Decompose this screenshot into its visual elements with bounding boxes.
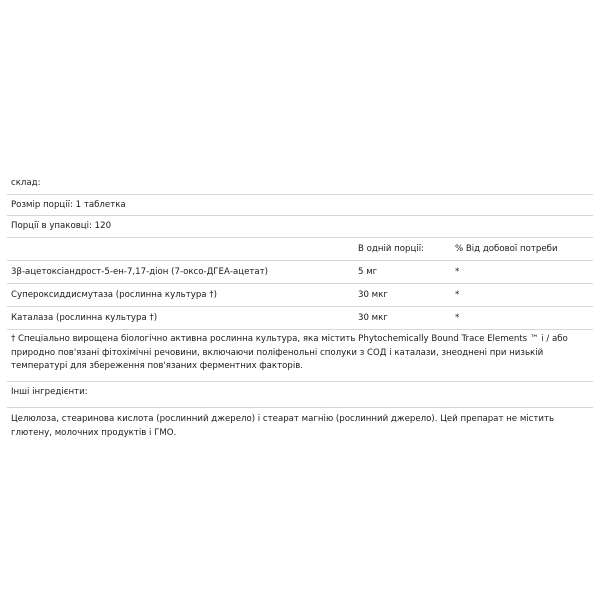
ingredient-row xyxy=(7,306,593,329)
footnote-text: † Спеціально вирощена біологічно активна рослинна культура, яка містить Phytochemically Bound Trace Elements ™ і / або природно пов'язані фітохімічні речовини, включаючи поліфенольні сполуки з СОД і каталази, знеоднені при низькій температурі для збереження пов'язаних ферментних факторів. xyxy=(11,334,568,371)
label-row xyxy=(7,172,593,194)
ingredient-name: 3β-ацетоксіандрост-5-ен-7,17-діон (7-оксо-ДГЕА-ацетат) xyxy=(11,266,268,277)
ingredient-name: Супероксиддисмутаза (рослинна культура †) xyxy=(11,289,217,300)
daily-value-column-header: % Від добової потреби xyxy=(455,243,558,254)
other-ingredients-heading-row xyxy=(7,381,593,407)
serving-size-row xyxy=(7,194,593,215)
ingredient-amount: 30 мкг xyxy=(358,312,388,323)
other-ingredients-row xyxy=(7,407,593,447)
ingredient-daily-value: * xyxy=(455,312,460,323)
footnote-row xyxy=(7,329,593,381)
ingredient-row xyxy=(7,260,593,283)
ingredient-amount: 5 мг xyxy=(358,266,378,277)
panel-title: склад: xyxy=(11,177,41,188)
column-header-row xyxy=(7,237,593,260)
serving-size: Розмір порції: 1 таблетка xyxy=(11,199,126,210)
ingredient-daily-value: * xyxy=(455,266,460,277)
amount-column-header: В одній порції: xyxy=(358,243,425,254)
other-ingredients-heading: Інші інгредієнти: xyxy=(11,387,88,397)
ingredient-row xyxy=(7,283,593,306)
ingredient-name: Каталаза (рослинна культура †) xyxy=(11,312,158,323)
servings-per-container-row xyxy=(7,215,593,237)
ingredient-amount: 30 мкг xyxy=(358,289,388,300)
other-ingredients-text: Целюлоза, стеаринова кислота (рослинний джерело) і стеарат магнію (рослинний джерело). Цей препарат не містить глютену, молочних продуктів і ГМО. xyxy=(11,414,555,438)
ingredient-daily-value: * xyxy=(455,289,460,300)
supplement-facts-panel xyxy=(0,172,600,447)
servings-per-container: Порції в упаковці: 120 xyxy=(11,221,112,231)
